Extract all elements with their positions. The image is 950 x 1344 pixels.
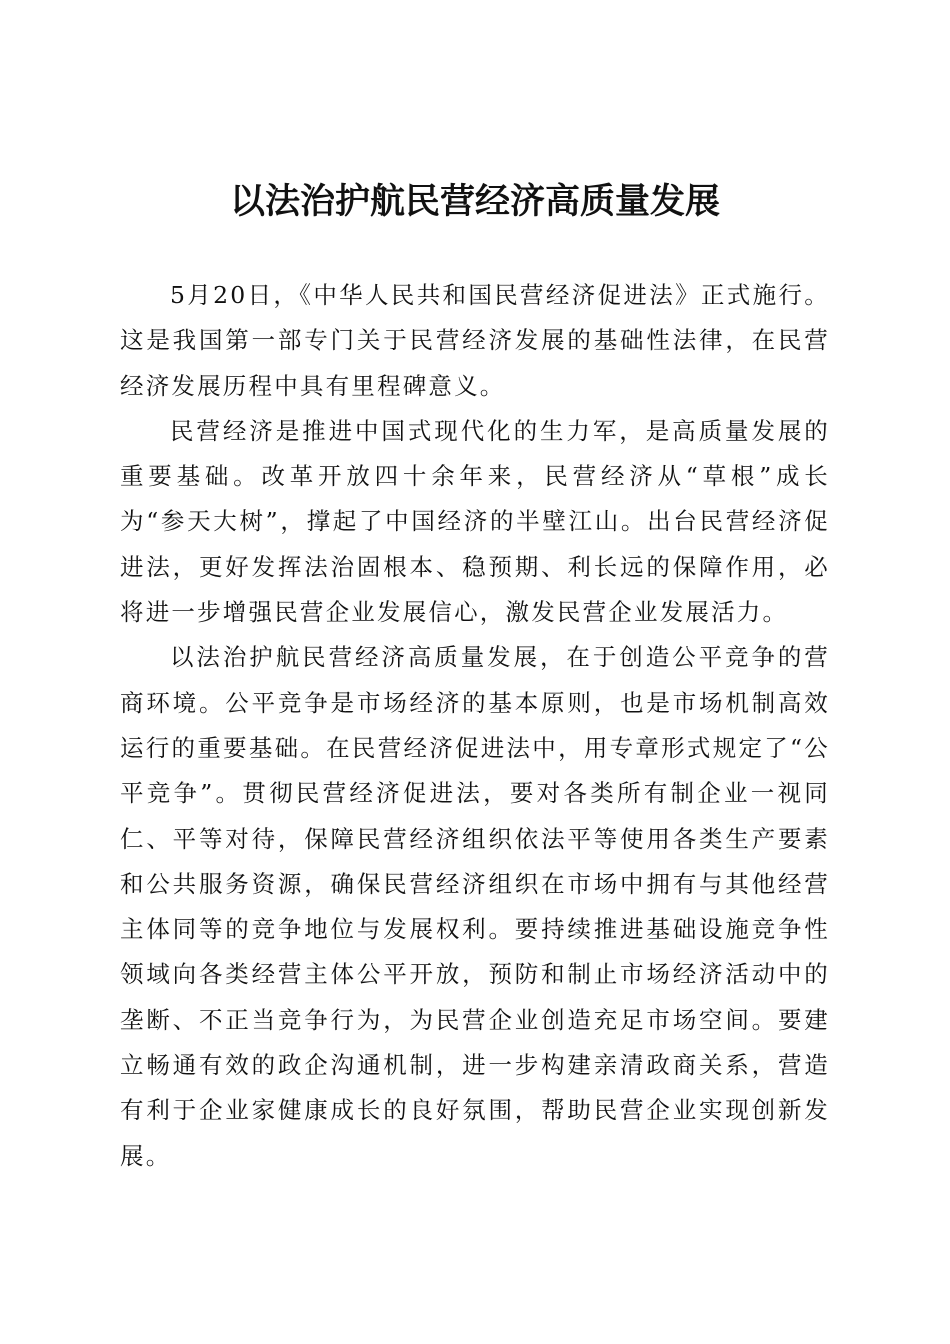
document-title: 以法治护航民营经济高质量发展 <box>229 181 720 222</box>
paragraph-1: 5月20日，《中华人民共和国民营经济促进法》正式施行。这是我国第一部专门关于民营经济发展的基础性法律，在民营经济发展历程中具有里程碑意义。 <box>120 281 830 400</box>
paragraph-2: 民营经济是推进中国式现代化的生力军，是高质量发展的重要基础。改革开放四十余年来，民营经济从“草根”成长为“参天大树”，撑起了中国经济的半壁江山。出台民营经济促进法，更好发挥法治固根本、稳预期、利长远的保障作用，必将进一步增强民营企业发展信心，激发民营企业发展活力。 <box>120 416 830 627</box>
paragraph-3: 以法治护航民营经济高质量发展，在于创造公平竞争的营商环境。公平竞争是市场经济的基本原则，也是市场机制高效运行的重要基础。在民营经济促进法中，用专章形式规定了“公平竞争”。贯彻民营经济促进法，要对各类所有制企业一视同仁、平等对待，保障民营经济组织依法平等使用各类生产要素和公共服务资源，确保民营经济组织在市场中拥有与其他经营主体同等的竞争地位与发展权利。要持续推进基础设施竞争性领域向各类经营主体公平开放，预防和制止市场经济活动中的垄断、不正当竞争行为，为民营企业创造充足市场空间。要建立畅通有效的政企沟通机制，进一步构建亲清政商关系，营造有利于企业家健康成长的良好氛围，帮助民营企业实现创新发展。 <box>120 643 830 1170</box>
document-body <box>120 273 830 1179</box>
